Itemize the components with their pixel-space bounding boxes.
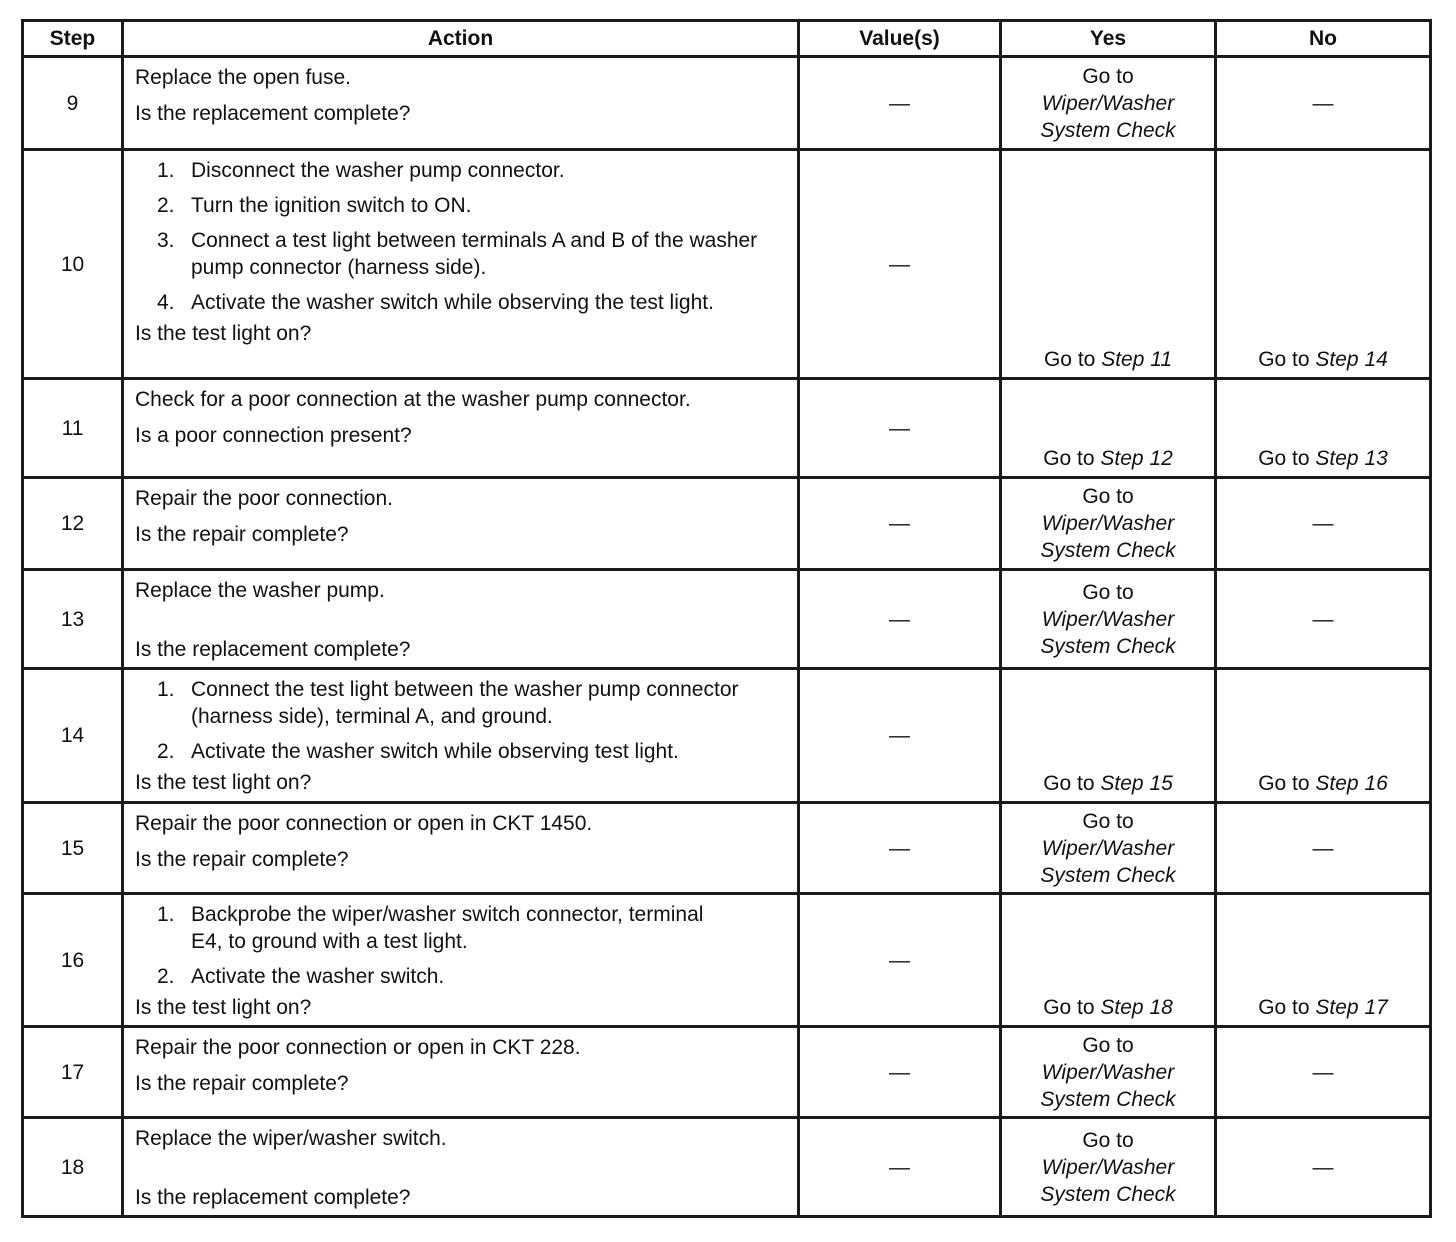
goto-text: Go to (1258, 348, 1310, 371)
action-text: Repair the poor connection or open in CKT 228. (135, 1036, 581, 1059)
action-text: Repair the poor connection or open in CKT 1450. (135, 812, 593, 835)
no-cell (1216, 570, 1431, 669)
goto-text: Go to (1043, 772, 1095, 795)
value-cell (799, 1118, 1001, 1217)
step-link: Step 17 (1315, 996, 1388, 1019)
action-question: Is the repair complete? (135, 848, 349, 871)
yes-cell (1001, 150, 1216, 379)
value-cell (799, 669, 1001, 803)
no-cell (1216, 379, 1431, 478)
list-item (157, 192, 787, 219)
yes-cell (1001, 379, 1216, 478)
no-dash: — (1312, 1155, 1334, 1179)
step-link: Step 16 (1315, 772, 1388, 795)
yes-cell (1001, 478, 1216, 570)
action-text: Replace the wiper/washer switch. (135, 1127, 447, 1150)
item-number: 1. (157, 678, 175, 701)
header-values: Value(s) (799, 21, 1001, 57)
value-dash: — (889, 607, 910, 631)
item-text: Connect a test light between terminals A and B of the washer pump connector (harness side). (191, 229, 758, 279)
item-text: Disconnect the washer pump connector. (191, 159, 565, 182)
action-question: Is the replacement complete? (135, 638, 411, 661)
yes-cell (1001, 894, 1216, 1027)
table-row (23, 1027, 1431, 1118)
step-number: 17 (23, 1027, 123, 1118)
no-dash: — (1312, 512, 1334, 535)
table-row (23, 803, 1431, 894)
action-text: Repair the poor connection. (135, 487, 393, 510)
goto-text: Go to (1082, 1033, 1134, 1057)
yes-cell (1001, 57, 1216, 150)
goto-text: Go to (1082, 485, 1134, 508)
action-cell (123, 379, 799, 478)
no-cell (1216, 669, 1431, 803)
system-check-link (1002, 1154, 1214, 1208)
item-number: 2. (157, 194, 175, 217)
list-item (157, 901, 711, 955)
table-row (23, 478, 1431, 570)
step-number: 10 (23, 150, 123, 379)
header-step: Step (23, 21, 123, 57)
action-question: Is the replacement complete? (135, 1186, 411, 1209)
action-question: Is the replacement complete? (135, 102, 411, 125)
step-link: Step 14 (1315, 348, 1388, 371)
action-text: Replace the washer pump. (135, 579, 385, 602)
value-dash: — (889, 512, 910, 535)
action-cell (123, 57, 799, 150)
table-row (23, 57, 1431, 150)
no-cell (1216, 57, 1431, 150)
check-line-1: Wiper/Washer (1041, 836, 1175, 860)
goto-text: Go to (1082, 64, 1134, 88)
no-cell (1216, 1118, 1431, 1217)
goto-text: Go to (1082, 1128, 1134, 1152)
step-number: 16 (23, 894, 123, 1027)
goto-text: Go to (1258, 996, 1310, 1019)
step-number: 12 (23, 478, 123, 570)
no-cell (1216, 1027, 1431, 1118)
check-line-1: Wiper/Washer (1041, 607, 1175, 631)
item-number: 2. (157, 740, 175, 763)
step-link: Step 18 (1100, 996, 1173, 1019)
value-cell (799, 894, 1001, 1027)
table-row (23, 570, 1431, 669)
item-number: 1. (157, 903, 175, 926)
step-number: 11 (23, 379, 123, 478)
list-item (157, 157, 787, 184)
action-text: Replace the open fuse. (135, 66, 351, 89)
table-row (23, 379, 1431, 478)
no-dash: — (1312, 91, 1334, 115)
list-item (157, 676, 787, 730)
no-cell (1216, 150, 1431, 379)
yes-cell (1001, 570, 1216, 669)
system-check-link (1002, 510, 1214, 564)
value-dash: — (889, 416, 910, 440)
item-number: 4. (157, 291, 175, 314)
check-line-2: System Check (1040, 634, 1176, 658)
header-yes: Yes (1001, 21, 1216, 57)
action-cell (123, 150, 799, 379)
value-cell (799, 57, 1001, 150)
action-question: Is the repair complete? (135, 1072, 349, 1095)
action-cell (123, 669, 799, 803)
system-check-link (1002, 90, 1214, 144)
value-dash: — (889, 836, 910, 860)
item-text: Connect the test light between the washer pump connector (harness side), terminal A, and ground. (191, 678, 739, 728)
goto-text: Go to (1258, 772, 1310, 795)
diagnostic-table (21, 19, 1432, 1218)
action-cell (123, 1027, 799, 1118)
value-dash: — (889, 91, 910, 115)
action-question: Is the test light on? (135, 771, 312, 794)
system-check-link (1002, 606, 1214, 660)
yes-cell (1001, 669, 1216, 803)
action-cell (123, 478, 799, 570)
action-steps (135, 901, 787, 990)
check-line-1: Wiper/Washer (1041, 1060, 1175, 1084)
system-check-link (1002, 1059, 1214, 1113)
no-cell (1216, 894, 1431, 1027)
step-link: Step 12 (1100, 447, 1173, 470)
header-action: Action (123, 21, 799, 57)
check-line-2: System Check (1040, 1087, 1176, 1111)
check-line-2: System Check (1040, 539, 1176, 562)
goto-text: Go to (1043, 996, 1095, 1019)
action-steps (135, 157, 787, 316)
goto-text: Go to (1043, 447, 1095, 470)
action-cell (123, 894, 799, 1027)
step-link: Step 15 (1100, 772, 1173, 795)
value-dash: — (889, 948, 910, 972)
item-number: 1. (157, 159, 175, 182)
list-item (157, 738, 787, 765)
table-row (23, 669, 1431, 803)
check-line-2: System Check (1040, 1182, 1176, 1206)
item-text: Activate the washer switch while observing the test light. (191, 291, 714, 314)
value-cell (799, 570, 1001, 669)
item-text: Turn the ignition switch to ON. (191, 194, 472, 217)
yes-cell (1001, 803, 1216, 894)
action-question: Is the test light on? (135, 996, 312, 1019)
no-dash: — (1312, 607, 1334, 631)
value-dash: — (889, 1155, 910, 1179)
list-item (157, 289, 787, 316)
goto-text: Go to (1258, 447, 1310, 470)
step-number: 9 (23, 57, 123, 150)
no-cell (1216, 803, 1431, 894)
action-text: Check for a poor connection at the washer pump connector. (135, 388, 691, 411)
action-cell (123, 1118, 799, 1217)
header-row (23, 21, 1431, 57)
check-line-1: Wiper/Washer (1041, 91, 1175, 115)
no-cell (1216, 478, 1431, 570)
action-question: Is a poor connection present? (135, 424, 412, 447)
list-item (157, 227, 787, 281)
no-dash: — (1312, 1060, 1334, 1084)
value-cell (799, 1027, 1001, 1118)
value-dash: — (889, 1060, 910, 1084)
check-line-2: System Check (1040, 863, 1176, 887)
item-number: 3. (157, 229, 175, 252)
no-dash: — (1312, 836, 1334, 860)
step-number: 18 (23, 1118, 123, 1217)
system-check-link (1002, 835, 1214, 889)
value-cell (799, 150, 1001, 379)
step-number: 14 (23, 669, 123, 803)
value-dash: — (889, 252, 910, 276)
check-line-2: System Check (1040, 118, 1176, 142)
list-item (157, 963, 787, 990)
item-text: Activate the washer switch while observing test light. (191, 740, 679, 763)
table-row (23, 894, 1431, 1027)
action-cell (123, 570, 799, 669)
yes-cell (1001, 1027, 1216, 1118)
item-number: 2. (157, 965, 175, 988)
item-text: Backprobe the wiper/washer switch connector, terminal E4, to ground with a test light. (191, 903, 704, 953)
yes-cell (1001, 1118, 1216, 1217)
item-text: Activate the washer switch. (191, 965, 445, 988)
step-number: 13 (23, 570, 123, 669)
header-no: No (1216, 21, 1431, 57)
goto-text: Go to (1082, 809, 1134, 833)
step-link: Step 11 (1101, 348, 1173, 371)
action-steps (135, 676, 787, 765)
action-question: Is the test light on? (135, 322, 312, 345)
table-row (23, 1118, 1431, 1217)
goto-text: Go to (1043, 348, 1096, 371)
action-cell (123, 803, 799, 894)
step-number: 15 (23, 803, 123, 894)
action-question: Is the repair complete? (135, 523, 349, 546)
goto-text: Go to (1082, 580, 1134, 604)
step-link: Step 13 (1315, 447, 1388, 470)
value-dash: — (889, 724, 910, 747)
value-cell (799, 478, 1001, 570)
check-line-1: Wiper/Washer (1041, 512, 1175, 535)
value-cell (799, 803, 1001, 894)
table-row (23, 150, 1431, 379)
value-cell (799, 379, 1001, 478)
check-line-1: Wiper/Washer (1041, 1155, 1175, 1179)
